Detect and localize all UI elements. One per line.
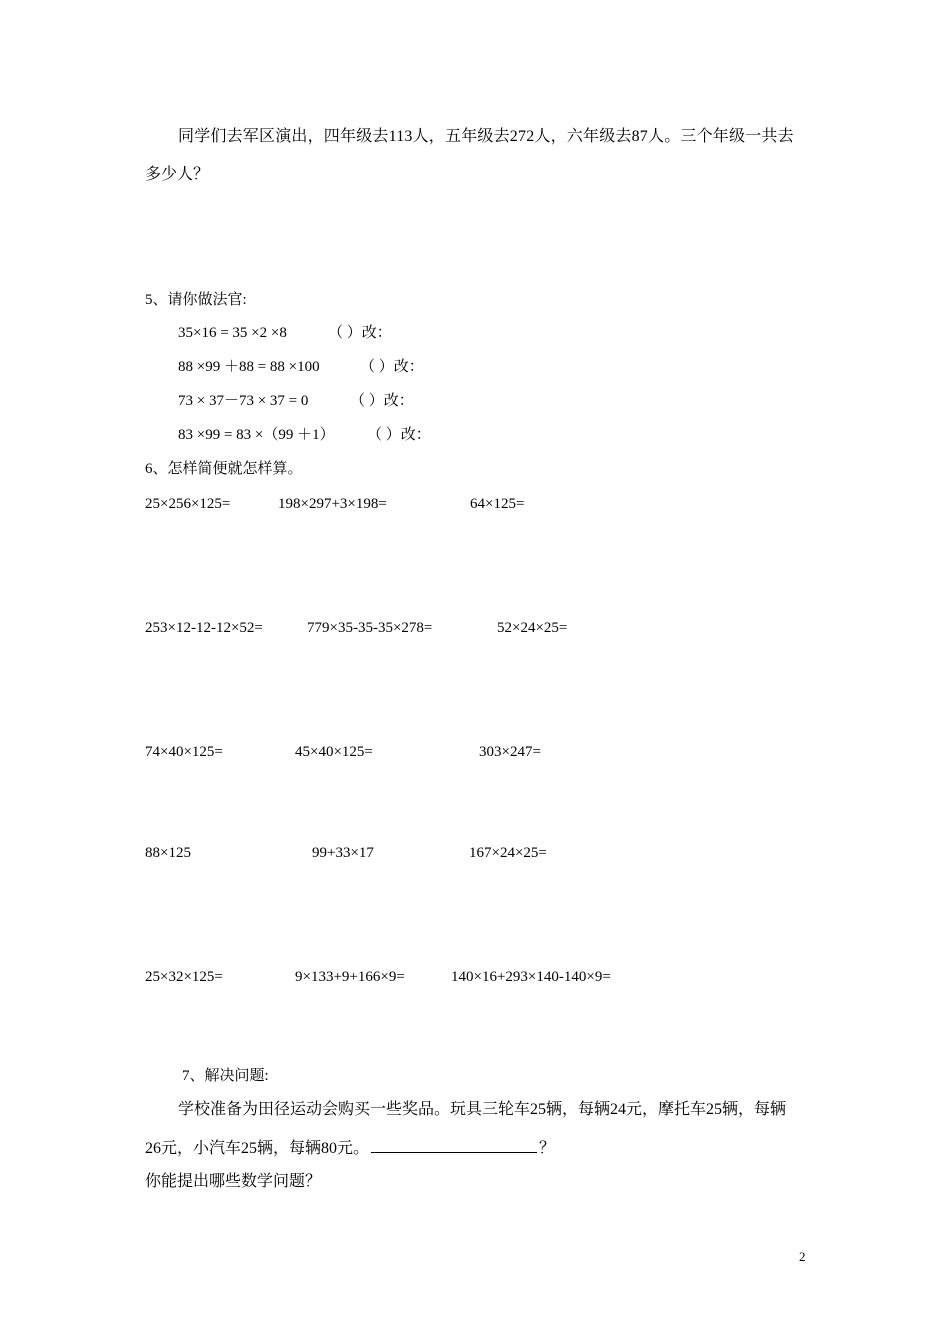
section7-line2-end: ？ xyxy=(539,1140,556,1157)
section7-line2-text: 26元，小汽车25辆，每辆80元。 xyxy=(145,1140,370,1157)
page-number: 2 xyxy=(799,1249,806,1264)
calc-r4-c3: 167×24×25= xyxy=(469,845,547,861)
section5-item-1-expr: 35×16 = 35 ×2 ×8 xyxy=(178,325,287,341)
calc-r5-c3: 140×16+293×140-140×9= xyxy=(451,969,611,985)
calc-r4-c1: 88×125 xyxy=(145,845,191,861)
calc-r2-c2: 779×35-35-35×278= xyxy=(307,620,433,636)
calc-r2-c1: 253×12-12-12×52= xyxy=(145,620,263,636)
calc-r3-c2: 45×40×125= xyxy=(295,744,373,760)
calc-r1-c3: 64×125= xyxy=(470,496,525,512)
calc-r4-c2: 99+33×17 xyxy=(312,845,374,861)
calc-r3-c3: 303×247= xyxy=(479,744,541,760)
problem-intro-line1: 同学们去军区演出，四年级去113人，五年级去272人，六年级去87人。三个年级一共去 xyxy=(178,128,794,145)
calc-r5-c2: 9×133+9+166×9= xyxy=(295,969,405,985)
section5-item-2-mark: （ ）改： xyxy=(360,359,424,375)
section5-item-2-expr: 88 ×99 ＋88 = 88 ×100 xyxy=(178,359,320,375)
problem-intro-line2: 多少人？ xyxy=(145,166,210,183)
section6-title: 6、怎样简便就怎样算。 xyxy=(145,461,303,477)
section5-item-4-mark: （ ）改： xyxy=(367,427,431,443)
section5-item-1-mark: （ ）改： xyxy=(328,325,392,341)
calc-r1-c1: 25×256×125= xyxy=(145,496,231,512)
calc-r5-c1: 25×32×125= xyxy=(145,969,223,985)
section5-item-3-expr: 73 × 37－73 × 37 = 0 xyxy=(178,393,309,409)
section7-title: 7、解决问题: xyxy=(182,1068,269,1084)
section7-line2 xyxy=(145,1138,555,1159)
section5-item-3-mark: （ ）改： xyxy=(350,393,414,409)
section7-line3: 你能提出哪些数学问题？ xyxy=(145,1173,322,1190)
section5-title: 5、请你做法官: xyxy=(145,292,247,308)
calc-r3-c1: 74×40×125= xyxy=(145,744,223,760)
answer-blank[interactable] xyxy=(371,1138,537,1153)
calc-r2-c3: 52×24×25= xyxy=(497,620,568,636)
section5-item-4-expr: 83 ×99 = 83 ×（99 ＋1） xyxy=(178,427,335,443)
calc-r1-c2: 198×297+3×198= xyxy=(278,496,387,512)
section7-line1: 学校准备为田径运动会购买一些奖品。玩具三轮车25辆，每辆24元，摩托车25辆，每辆 xyxy=(178,1101,787,1118)
